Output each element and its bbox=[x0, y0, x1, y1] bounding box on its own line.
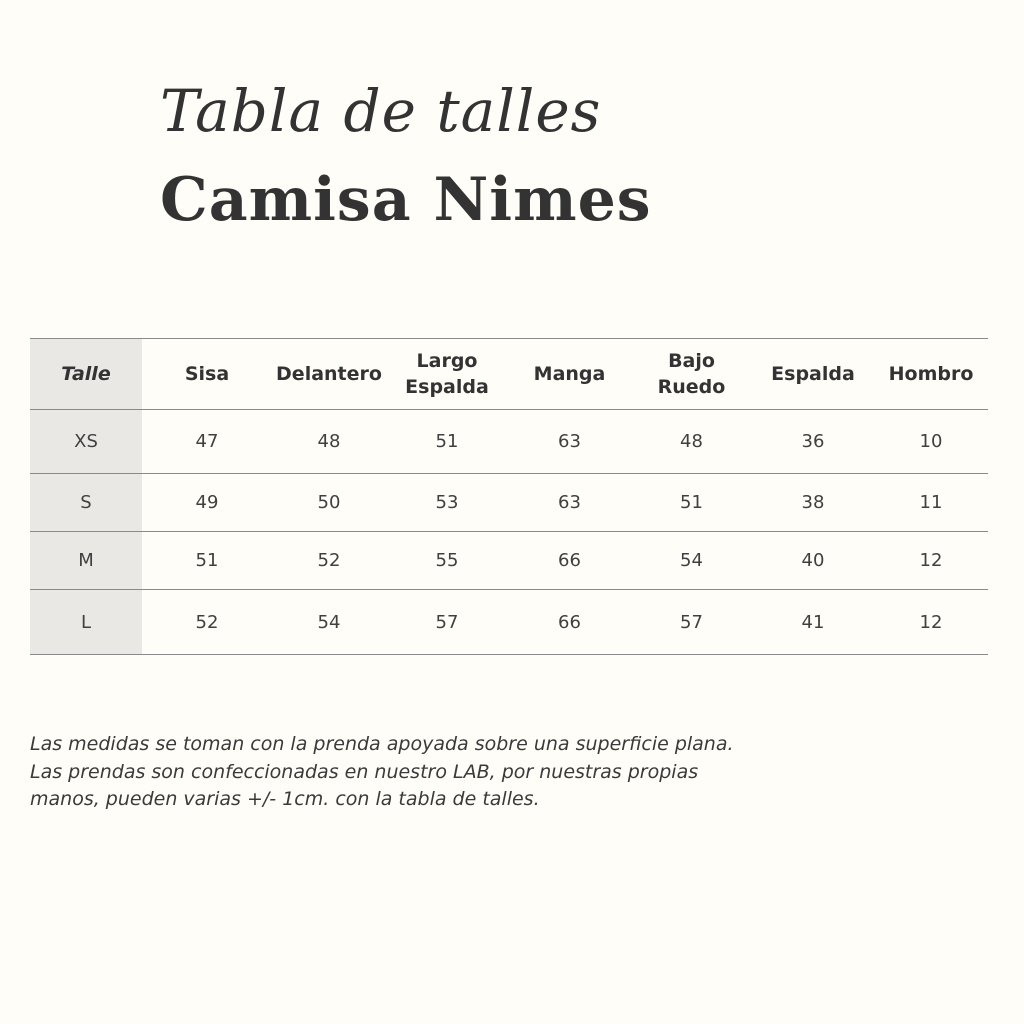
size-label-cell: XS bbox=[30, 410, 142, 474]
page-subtitle: Tabla de talles bbox=[160, 77, 602, 145]
column-header-talle: Talle bbox=[30, 339, 142, 410]
table-cell: 51 bbox=[435, 431, 459, 452]
table-cell: 36 bbox=[801, 431, 825, 452]
table-row bbox=[30, 590, 988, 655]
size-label-cell: S bbox=[30, 474, 142, 532]
table-row bbox=[30, 532, 988, 590]
table-cell: 12 bbox=[919, 550, 943, 571]
table-cell: 11 bbox=[919, 492, 943, 513]
column-header-hombro: Hombro bbox=[888, 363, 974, 385]
table-cell: 66 bbox=[558, 611, 581, 633]
table-row bbox=[30, 410, 988, 474]
note-line-2: Las prendas son confeccionadas en nuestro LAB, por nuestras propias manos, pueden varias +/- 1cm. con la tabla de talles. bbox=[30, 760, 699, 810]
column-header-delantero: Delantero bbox=[276, 363, 382, 385]
table-cell: 63 bbox=[558, 431, 581, 452]
table-cell: 12 bbox=[919, 611, 943, 633]
table-cell: 10 bbox=[919, 431, 943, 452]
table-cell: 57 bbox=[680, 611, 703, 633]
table-cell: 57 bbox=[435, 611, 459, 633]
table-cell: 52 bbox=[317, 550, 341, 571]
column-header-espalda: Espalda bbox=[771, 363, 855, 385]
table-cell: 55 bbox=[435, 550, 459, 571]
table-cell: 38 bbox=[801, 492, 825, 513]
size-label-cell: L bbox=[30, 590, 142, 655]
size-label-cell: M bbox=[30, 532, 142, 590]
column-header-manga: Manga bbox=[533, 363, 606, 385]
table-cell: 63 bbox=[558, 492, 581, 513]
table-cell: 47 bbox=[195, 431, 219, 452]
note-line-1: Las medidas se toman con la prenda apoyada sobre una superficie plana. bbox=[30, 733, 734, 755]
table-row bbox=[30, 474, 988, 532]
table-cell: 49 bbox=[195, 492, 219, 513]
table-cell: 51 bbox=[195, 550, 219, 571]
measurement-notes bbox=[30, 731, 750, 814]
table-cell: 50 bbox=[317, 492, 341, 513]
table-cell: 40 bbox=[801, 550, 825, 571]
table-cell: 48 bbox=[317, 431, 341, 452]
table-cell: 51 bbox=[680, 492, 703, 513]
table-cell: 52 bbox=[195, 611, 219, 633]
table-header-row bbox=[30, 339, 988, 410]
column-header-largo-espalda: Largo Espalda bbox=[405, 350, 489, 398]
table-cell: 54 bbox=[317, 611, 341, 633]
table-cell: 54 bbox=[680, 550, 703, 571]
table-cell: 41 bbox=[801, 611, 825, 633]
table-cell: 66 bbox=[558, 550, 581, 571]
table-cell: 48 bbox=[680, 431, 703, 452]
page-title: Camisa Nimes bbox=[160, 165, 652, 235]
size-table bbox=[30, 338, 988, 655]
column-header-bajo-ruedo: Bajo Ruedo bbox=[657, 350, 726, 398]
table-cell: 53 bbox=[435, 492, 459, 513]
column-header-sisa: Sisa bbox=[184, 363, 230, 385]
